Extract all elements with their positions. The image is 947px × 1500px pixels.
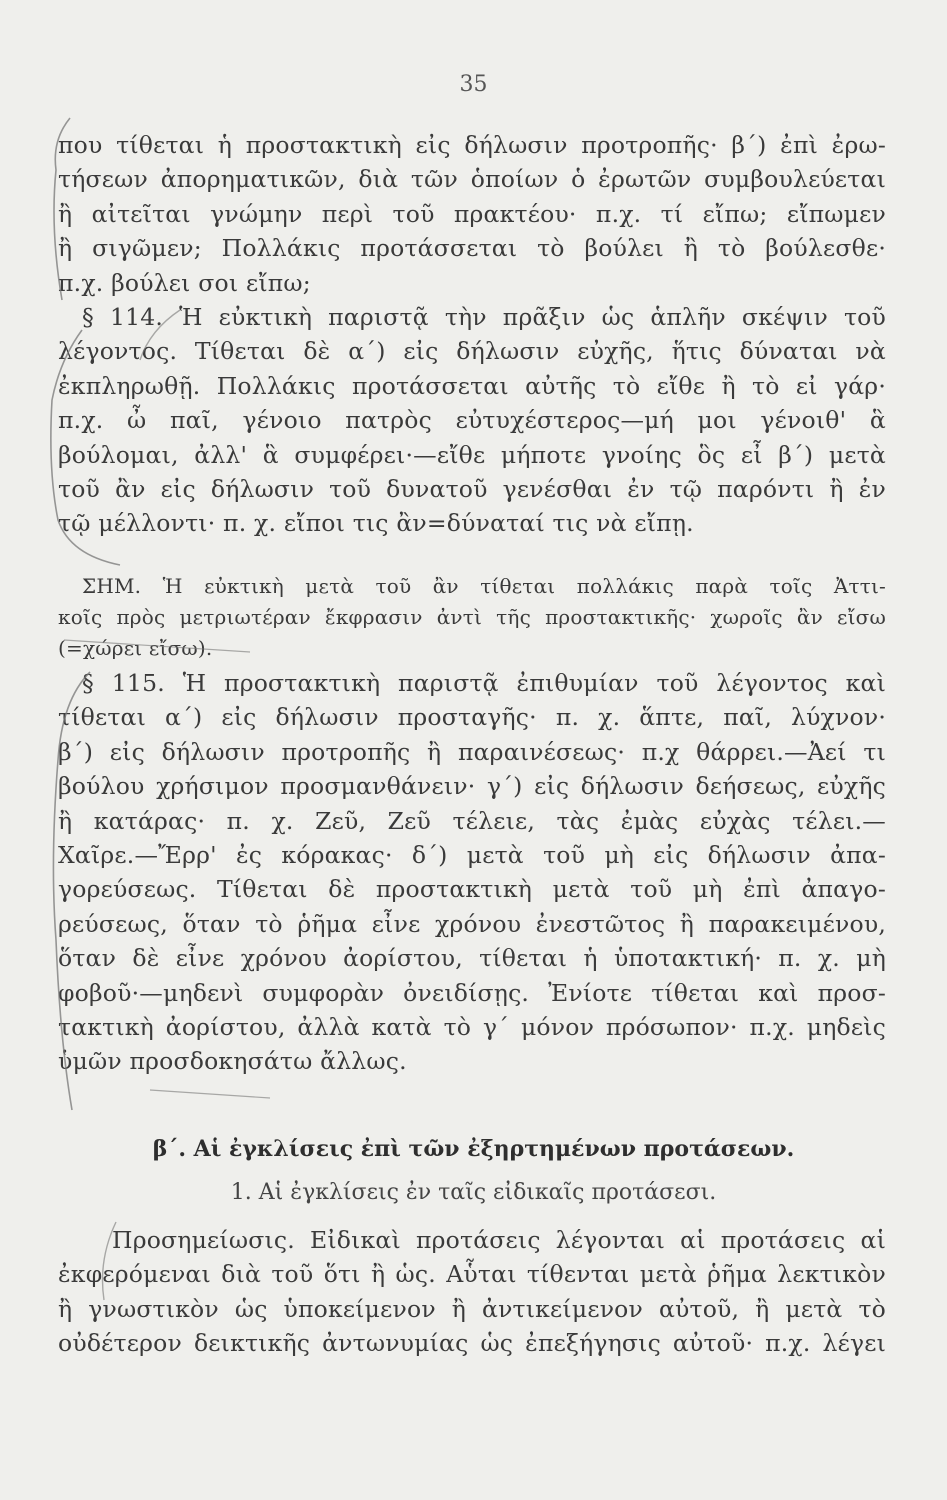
text-line: λέγοντος. Τίθεται δὲ α΄) εἰς δήλωσιν εὐχῆς, ἥτις δύναται νὰ [58, 337, 886, 366]
text-line: π.χ. ὦ παῖ, γένοιο πατρὸς εὐτυχέστερος—μή μοι γένοιθ' ἃ [58, 406, 886, 435]
text-line: ἐκπληρωθῇ. Πολλάκις προτάσσεται αὐτῆς τὸ εἴθε ἢ τὸ εἰ γάρ· [58, 371, 886, 400]
text-line: Χαῖρε.—Ἔρρ' ἐς κόρακας· δ΄) μετὰ τοῦ μὴ εἰς δήλωσιν ἀπα- [58, 841, 886, 870]
paragraph-preliminary-note [58, 1223, 886, 1361]
note-line: ΣΗΜ. Ἡ εὐκτικὴ μετὰ τοῦ ἂν τίθεται πολλάκις παρὰ τοῖς Ἀττι- [82, 574, 886, 598]
text-line: § 114. Ἡ εὐκτικὴ παριστᾷ τὴν πρᾶξιν ὡς ἁπλῆν σκέψιν τοῦ [82, 303, 886, 331]
subsection-heading: 1. Αἱ ἐγκλίσεις ἐν ταῖς εἰδικαῖς προτάσεσι. [230, 1180, 717, 1205]
text-line: ἐκφερόμεναι διὰ τοῦ ὅτι ἢ ὡς. Αὗται τίθενται μετὰ ῥῆμα λεκτικὸν [58, 1260, 886, 1289]
note-line: κοῖς πρὸς μετριωτέραν ἔκφρασιν ἀντὶ τῆς προστακτικῆς· χωροῖς ἂν εἴσω [58, 605, 886, 629]
text-line: ὅταν δὲ εἶνε χρόνου ἀορίστου, τίθεται ἡ ὑποτακτική· π. χ. μὴ [58, 944, 886, 973]
text-line: β΄) εἰς δήλωσιν προτροπῆς ἢ παραινέσεως· π.χ θάρρει.—Ἀεί τι [58, 737, 886, 766]
text-line: ἢ αἰτεῖται γνώμην περὶ τοῦ πρακτέου· π.χ. τί εἴπω; εἴπωμεν [58, 199, 886, 228]
text-line: βούλομαι, ἀλλ' ἃ συμφέρει·—εἴθε μήποτε γνοίης ὃς εἶ β΄) μετὰ [58, 440, 886, 469]
text-line: π.χ. βούλει σοι εἴπω; [58, 268, 311, 297]
text-line: τῷ μέλλοντι· π. χ. εἴποι τις ἂν=δύναταί τις νὰ εἴπῃ. [58, 509, 694, 538]
text-line: ὑμῶν προσδοκησάτω ἄλλως. [58, 1047, 407, 1076]
note-block [58, 571, 886, 664]
text-line: ρεύσεως, ὅταν τὸ ῥῆμα εἶνε χρόνου ἐνεστῶτος ἢ παρακειμένου, [58, 909, 886, 938]
text-line: γορεύσεως. Τίθεται δὲ προστακτικὴ μετὰ τοῦ μὴ ἐπὶ ἀπαγο- [58, 875, 886, 904]
text-line: ἢ γνωστικὸν ὡς ὑποκείμενον ἢ ἀντικείμενον αὐτοῦ, ἢ μετὰ τὸ [58, 1294, 886, 1323]
text-line: Προσημείωσις. Εἰδικαὶ προτάσεις λέγονται αἱ προτάσεις αἱ [112, 1226, 886, 1254]
text-line: οὐδέτερον δεικτικῆς ἀντωνυμίας ὡς ἐπεξήγησις αὐτοῦ· π.χ. λέγει [58, 1329, 886, 1358]
text-line: τακτικὴ ἀορίστου, ἀλλὰ κατὰ τὸ γ΄ μόνον πρόσωπον· π.χ. μηδεὶς [58, 1013, 886, 1042]
text-line: ἢ κατάρας· π. χ. Ζεῦ, Ζεῦ τέλειε, τὰς ἐμὰς εὐχὰς τέλει.— [58, 806, 886, 835]
page-number: 35 [459, 72, 488, 97]
text-line: που τίθεται ἡ προστακτικὴ εἰς δήλωσιν προτροπῆς· β΄) ἐπὶ ἐρω- [58, 131, 886, 159]
text-line: ἢ σιγῶμεν; Πολλάκις προτάσσεται τὸ βούλει ἢ τὸ βούλεσθε· [58, 234, 886, 263]
text-line: φοβοῦ·—μηδενὶ συμφορὰν ὀνειδίσῃς. Ἐνίοτε τίθεται καὶ προσ- [58, 978, 886, 1007]
text-line: § 115. Ἡ προστακτικὴ παριστᾷ ἐπιθυμίαν τοῦ λέγοντος καὶ [82, 669, 886, 697]
text-line: βούλου χρήσιμον προσμανθάνειν· γ΄) εἰς δήλωσιν δεήσεως, εὐχῆς [58, 772, 886, 801]
paragraph-section-115 [58, 666, 886, 1079]
paragraph-continuation [58, 128, 886, 300]
text-line: τοῦ ἂν εἰς δήλωσιν τοῦ δυνατοῦ γενέσθαι ἐν τῷ παρόντι ἢ ἐν [58, 475, 886, 504]
section-heading: β΄. Αἱ ἐγκλίσεις ἐπὶ τῶν ἐξηρτημένων προτάσεων. [152, 1136, 795, 1162]
paragraph-section-114 [58, 300, 886, 541]
text-line: τήσεων ἀπορηματικῶν, διὰ τῶν ὁποίων ὁ ἐρωτῶν συμβουλεύεται [58, 165, 886, 194]
text-line: τίθεται α΄) εἰς δήλωσιν προσταγῆς· π. χ. ἅπτε, παῖ, λύχνον· [58, 703, 886, 732]
note-line: (=χώρει εἴσω). [58, 636, 213, 660]
